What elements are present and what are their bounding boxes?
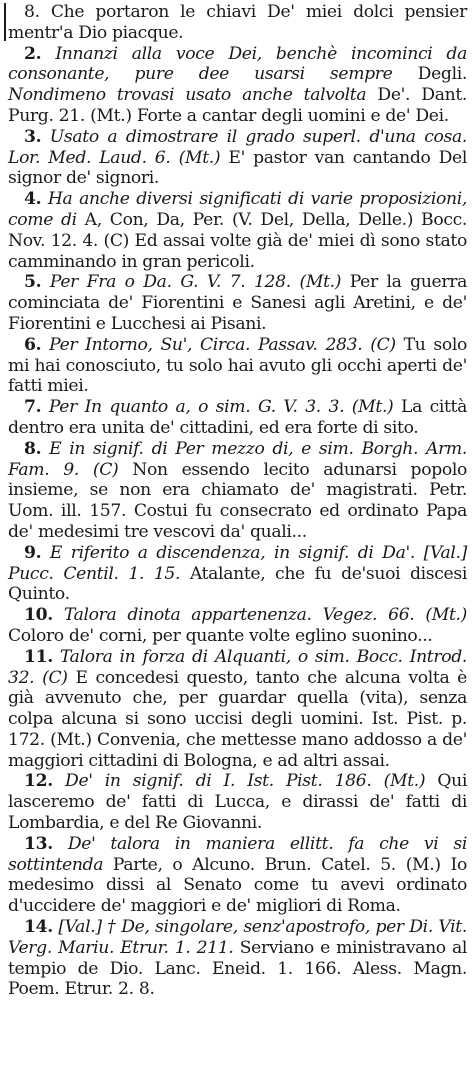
entry-label: De' in signif. di I. Ist. Pist. 186. (Mt.) — [65, 771, 426, 792]
entry-number: 10. — [24, 605, 53, 626]
entry-label: Per In quanto a, o sim. G. V. 3. 3. (Mt.) — [48, 397, 394, 418]
entry-number: 2. — [24, 43, 42, 64]
entry-label: Usato a dimostrare il grado superl. d'una cosa. Lor. Med. Laud. 6. (Mt.) — [8, 126, 467, 168]
entry-label: Ha anche diversi significati di varie proposizioni, come di — [8, 189, 467, 230]
entry-label: Talora dinota appartenenza. Vegez. 66. (Mt.) — [63, 605, 467, 626]
entry-7 — [8, 397, 467, 439]
entry-number: 12. — [24, 771, 53, 792]
entry-label: Talora in forza di Alquanti, o sim. Bocc. Introd. 32. (C) — [8, 646, 467, 688]
margin-rule — [4, 3, 6, 41]
entry-label: E riferito a discendenza, in signif. di Da'. [Val.] Pucc. Centil. 1. 15. — [8, 542, 467, 584]
entry-12 — [8, 771, 467, 833]
entry-8 — [8, 439, 467, 543]
entry-number: 9. — [24, 542, 42, 563]
entry-text: A, Con, Da, Per. (V. Del, Della, Delle.) Bocc. Nov. 12. 4. (C) Ed assai volte già de' miei dì sono stato camminando in gran pericoli. — [8, 209, 467, 272]
entry-text: Atalante, che fu de'suoi discesi Quinto. — [8, 563, 467, 605]
entry-text: E concedesi questo, tanto che alcuna volta è già avvenuto che, per guardar quella (vita), senza colpa alcuna si sono uccisi degli uomini. Ist. Pist. p. 172. (Mt.) Convenia, che mettesse mano addosso a de' maggiori cittadini di Bologna, e ad altri assai. — [8, 667, 467, 771]
entry-3 — [8, 127, 467, 189]
entry-label: Innanzi alla voce Dei, benchè incominci da consonante, pure dee usarsi sempre — [8, 43, 467, 85]
entry-keyword: Degli. — [392, 64, 467, 85]
entry-text: Per la guerra cominciata de' Fiorentini e Sanesi agli Aretini, e de' Fiorentini e Lucchesi ai Pisani. — [8, 272, 468, 334]
entry-number: 13. — [24, 833, 53, 854]
entry-label: [Val.] † De, singolare, senz'apostrofo, per Di. Vit. Verg. Mariu. Etrur. 1. 211. — [8, 917, 467, 958]
entry-text: Serviano e ministravano al tempio de Dio. Lanc. Eneid. 1. 166. Aless. Magn. Poem. Etrur. 2. 8. — [8, 937, 467, 1000]
entry-number: 4. — [24, 189, 42, 210]
entry-text: Qui lasceremo de' fatti di Lucca, e dirassi de' fatti di Lombardia, e del Re Giovanni. — [8, 771, 468, 834]
entry-2 — [8, 44, 467, 127]
entry-13 — [8, 834, 467, 917]
entry-label: E in signif. di Per mezzo di, e sim. Borgh. Arm. Fam. 9. (C) — [8, 438, 467, 480]
entry-text: Parte, o Alcuno. Brun. Catel. 5. (M.) Io medesimo dissi al Senato come tu avevi ordinato d'uccidere de' maggiori e de' migliori di Roma. — [8, 854, 467, 917]
entry-number: 14. — [24, 917, 53, 938]
entry-text: Tu solo mi hai conosciuto, tu solo hai avuto gli occhi aperti de' fatti miei. — [8, 334, 467, 397]
entry-label: Per Intorno, Su', Circa. Passav. 283. (C) — [49, 334, 396, 355]
entry-label-cont: Nondimeno trovasi usato anche talvolta — [8, 85, 367, 106]
entry-6 — [8, 335, 467, 397]
entry-9 — [8, 543, 467, 605]
entry-5 — [8, 272, 467, 334]
entry-number: 5. — [24, 272, 42, 293]
entry-14 — [8, 917, 467, 1000]
entry-text: La città dentro era unita de' cittadini, ed era forte di sito. — [8, 397, 468, 438]
intro-citation: 8. Che portaron le chiavi De' miei dolci pensier mentr'a Dio piacque. — [8, 2, 467, 43]
entry-text: De'. Dant. Purg. 21. (Mt.) Forte a cantar degli uomini e de' Dei. — [8, 85, 467, 126]
entry-text: E' pastor van cantando Del signor de' signori. — [8, 147, 467, 189]
entry-number: 6. — [24, 334, 42, 355]
entry-11 — [8, 647, 467, 772]
entry-number: 8. — [24, 438, 42, 459]
entry-label: Per Fra o Da. G. V. 7. 128. (Mt.) — [49, 272, 342, 293]
entry-text: Non essendo lecito adunarsi popolo insieme, se non era chiamato de' magistrati. Petr. Uom. ill. 157. Costui fu consecrato ed ordinato Papa de' medesimi tre vescovi da' quali... — [8, 459, 468, 542]
entry-text: Coloro de' corni, per quante volte eglino suonino... — [8, 625, 433, 646]
entry-number: 3. — [24, 126, 42, 147]
entry-label: De' talora in maniera ellitt. fa che vi si sottintenda — [8, 833, 467, 875]
entry-4 — [8, 189, 467, 272]
entry-number: 7. — [24, 397, 42, 418]
entry-number: 11. — [24, 646, 53, 667]
entry-10 — [8, 605, 467, 647]
